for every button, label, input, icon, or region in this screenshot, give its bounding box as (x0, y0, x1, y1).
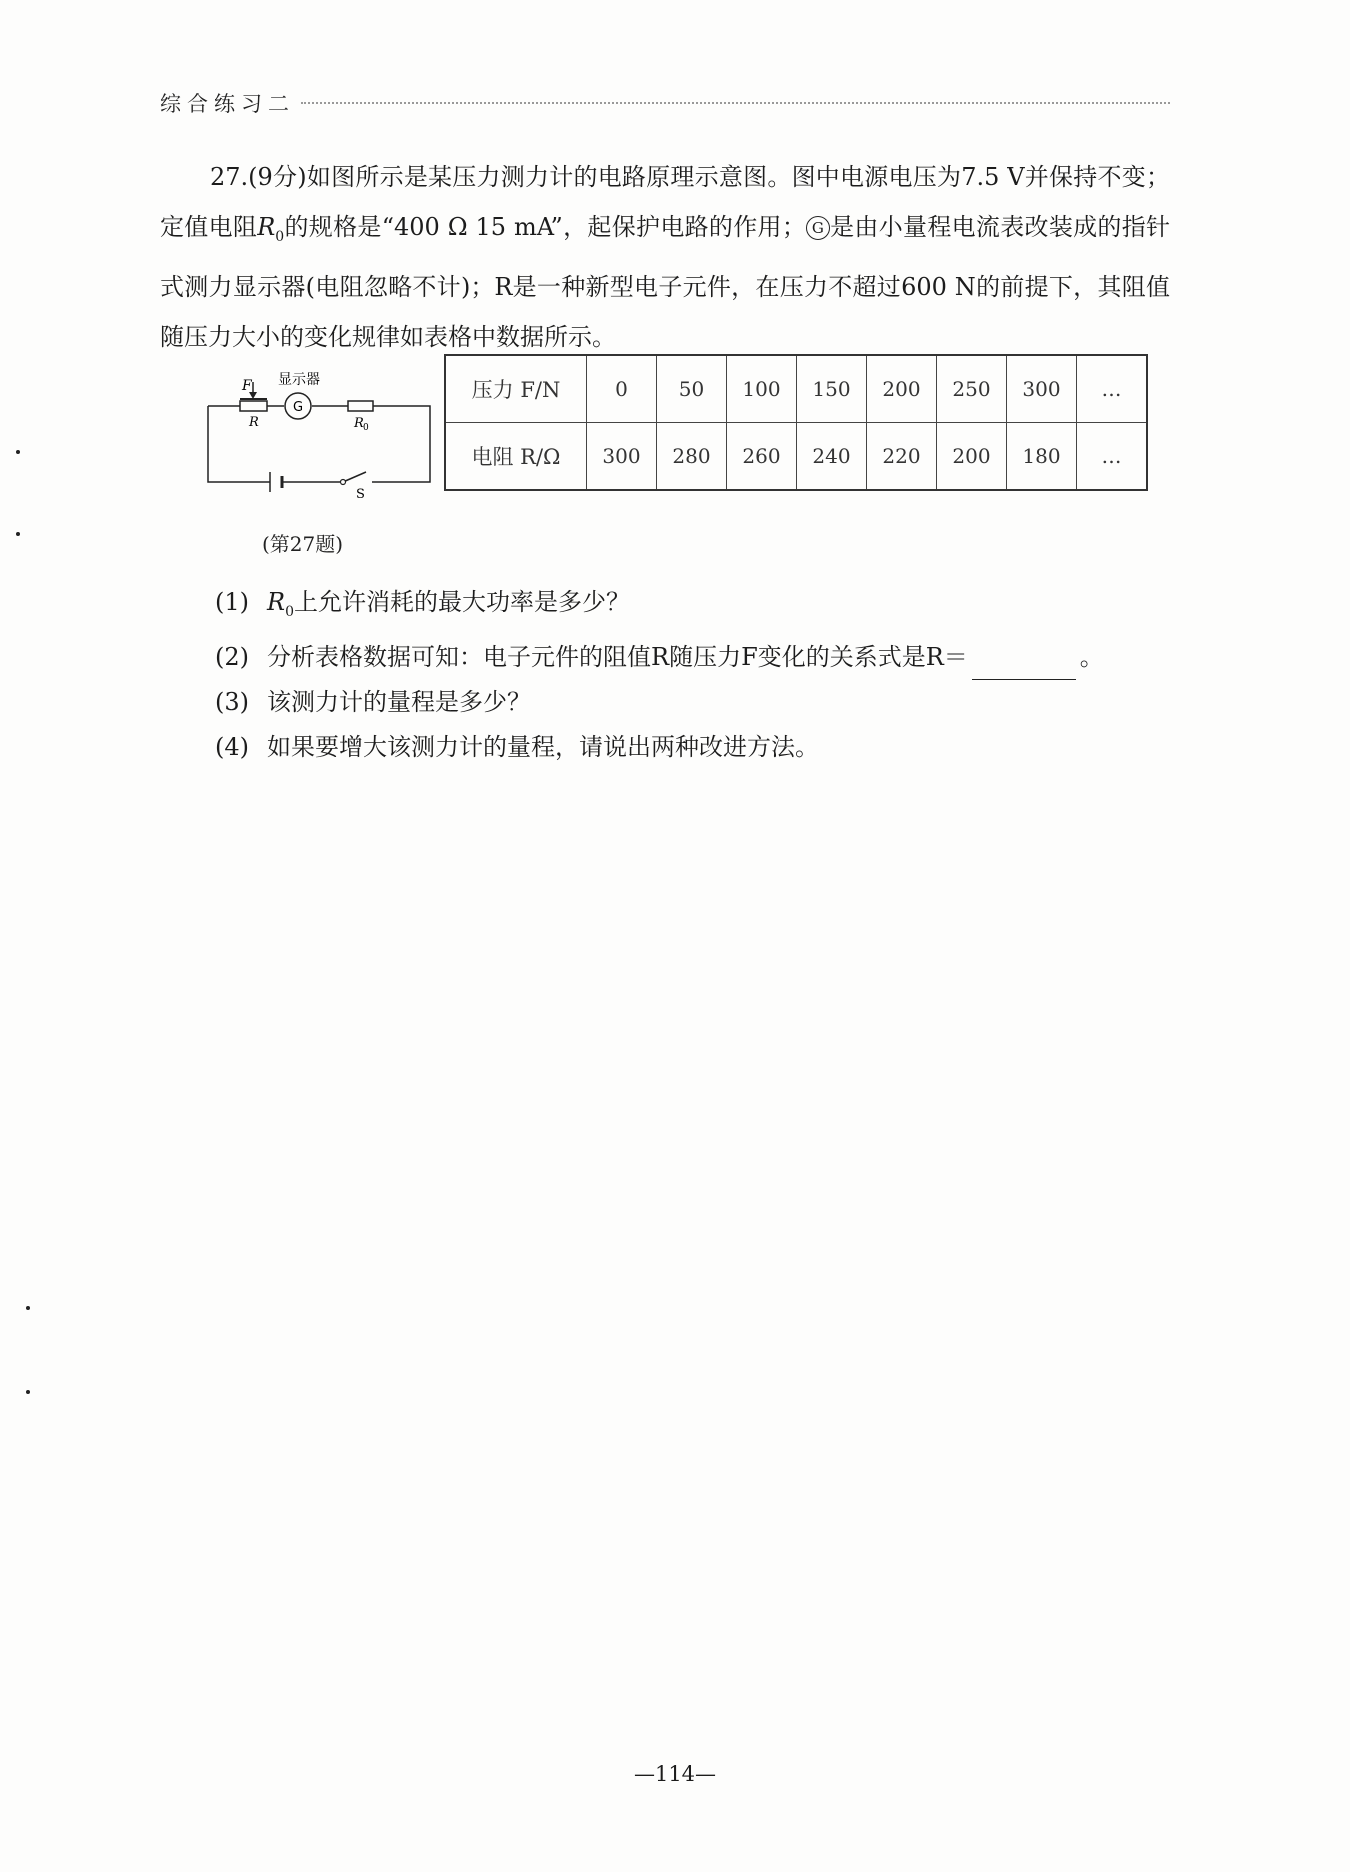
margin-mark (26, 1390, 30, 1394)
force-label: F (242, 378, 252, 394)
problem-score: (9分) (248, 163, 307, 191)
margin-mark (16, 450, 20, 454)
question-2-end: 。 (1079, 642, 1104, 671)
question-text (267, 580, 630, 635)
r0-subscript: 0 (275, 228, 285, 245)
table-row-force (445, 355, 1147, 423)
question-1-body: 上允许消耗的最大功率是多少？ (294, 588, 630, 616)
page-number: —114— (633, 1762, 717, 1786)
problem-text-part-2: 的规格是“400 Ω 15 mA”，起保护电路的作用； (284, 213, 806, 241)
question-3 (215, 680, 1175, 725)
fixed-resistor-r0 (348, 401, 373, 411)
r0-symbol: R (257, 213, 276, 241)
page-header (160, 88, 1170, 118)
table-cell: 200 (867, 355, 937, 423)
r0-symbol: R (267, 588, 286, 616)
header-dotted-rule (301, 102, 1170, 104)
question-text (267, 635, 1104, 680)
question-2 (215, 635, 1175, 680)
table-header-resistance: 电阻 R/Ω (445, 423, 587, 491)
section-title: 综合练习二 (160, 92, 295, 116)
problem-number: 27. (210, 163, 249, 191)
table-cell: 300 (1007, 355, 1077, 423)
table-cell: 150 (797, 355, 867, 423)
problem-text-part-3: 是由小量程电流表改装成的指针式测力显示器(电阻忽略不计)；R是一种新型电子元件，在压力不超过600 N的前提下，其阻值随压力大小的变化规律如表格中数据所示。 (160, 213, 1171, 351)
question-text: 该测力计的量程是多少？ (267, 687, 531, 716)
force-resistance-table (444, 354, 1148, 491)
circuit-diagram (200, 364, 440, 504)
table-cell: 180 (1007, 423, 1077, 491)
variable-resistor-r (240, 401, 267, 411)
table-cell: 0 (587, 355, 657, 423)
question-4 (215, 725, 1175, 770)
question-2-body: 分析表格数据可知：电子元件的阻值R随压力F变化的关系式是R＝ (267, 642, 968, 671)
table-cell: 280 (657, 423, 727, 491)
question-number: (1) (215, 588, 249, 616)
problem-27 (160, 152, 1170, 362)
margin-mark (16, 532, 20, 536)
table-cell: 250 (937, 355, 1007, 423)
r0-label: R (354, 416, 364, 431)
table-cell: 50 (657, 355, 727, 423)
question-number: (2) (215, 642, 249, 671)
display-label: 显示器 (278, 372, 320, 388)
problem-statement (160, 152, 1170, 362)
table-cell: … (1077, 355, 1148, 423)
sub-questions (215, 580, 1175, 770)
table-header-force: 压力 F/N (445, 355, 587, 423)
figure-caption: (第27题) (262, 532, 344, 556)
switch-label: S (356, 487, 365, 502)
g-label: G (293, 400, 304, 415)
table-cell: … (1077, 423, 1148, 491)
table-cell: 300 (587, 423, 657, 491)
table-cell: 200 (937, 423, 1007, 491)
switch-contact (341, 480, 346, 485)
table-cell: 220 (867, 423, 937, 491)
question-1 (215, 580, 1175, 635)
r0-subscript: 0 (285, 603, 294, 620)
table-cell: 100 (727, 355, 797, 423)
r-label: R (249, 415, 259, 430)
table-cell: 260 (727, 423, 797, 491)
r0-label-subscript: 0 (363, 423, 369, 433)
table-row-resistance (445, 423, 1147, 491)
question-number: (3) (215, 687, 249, 716)
problem-text-part-1: 如图所示是某压力测力计的电路原理示意图。图中电源电压为7.5 V并保持不变；定值电阻 (160, 163, 1170, 241)
margin-mark (26, 1306, 30, 1310)
galvanometer-symbol: G (806, 216, 830, 240)
question-text: 如果要增大该测力计的量程，请说出两种改进方法。 (267, 732, 819, 761)
question-number: (4) (215, 732, 249, 761)
answer-blank[interactable] (972, 653, 1076, 680)
table-cell: 240 (797, 423, 867, 491)
